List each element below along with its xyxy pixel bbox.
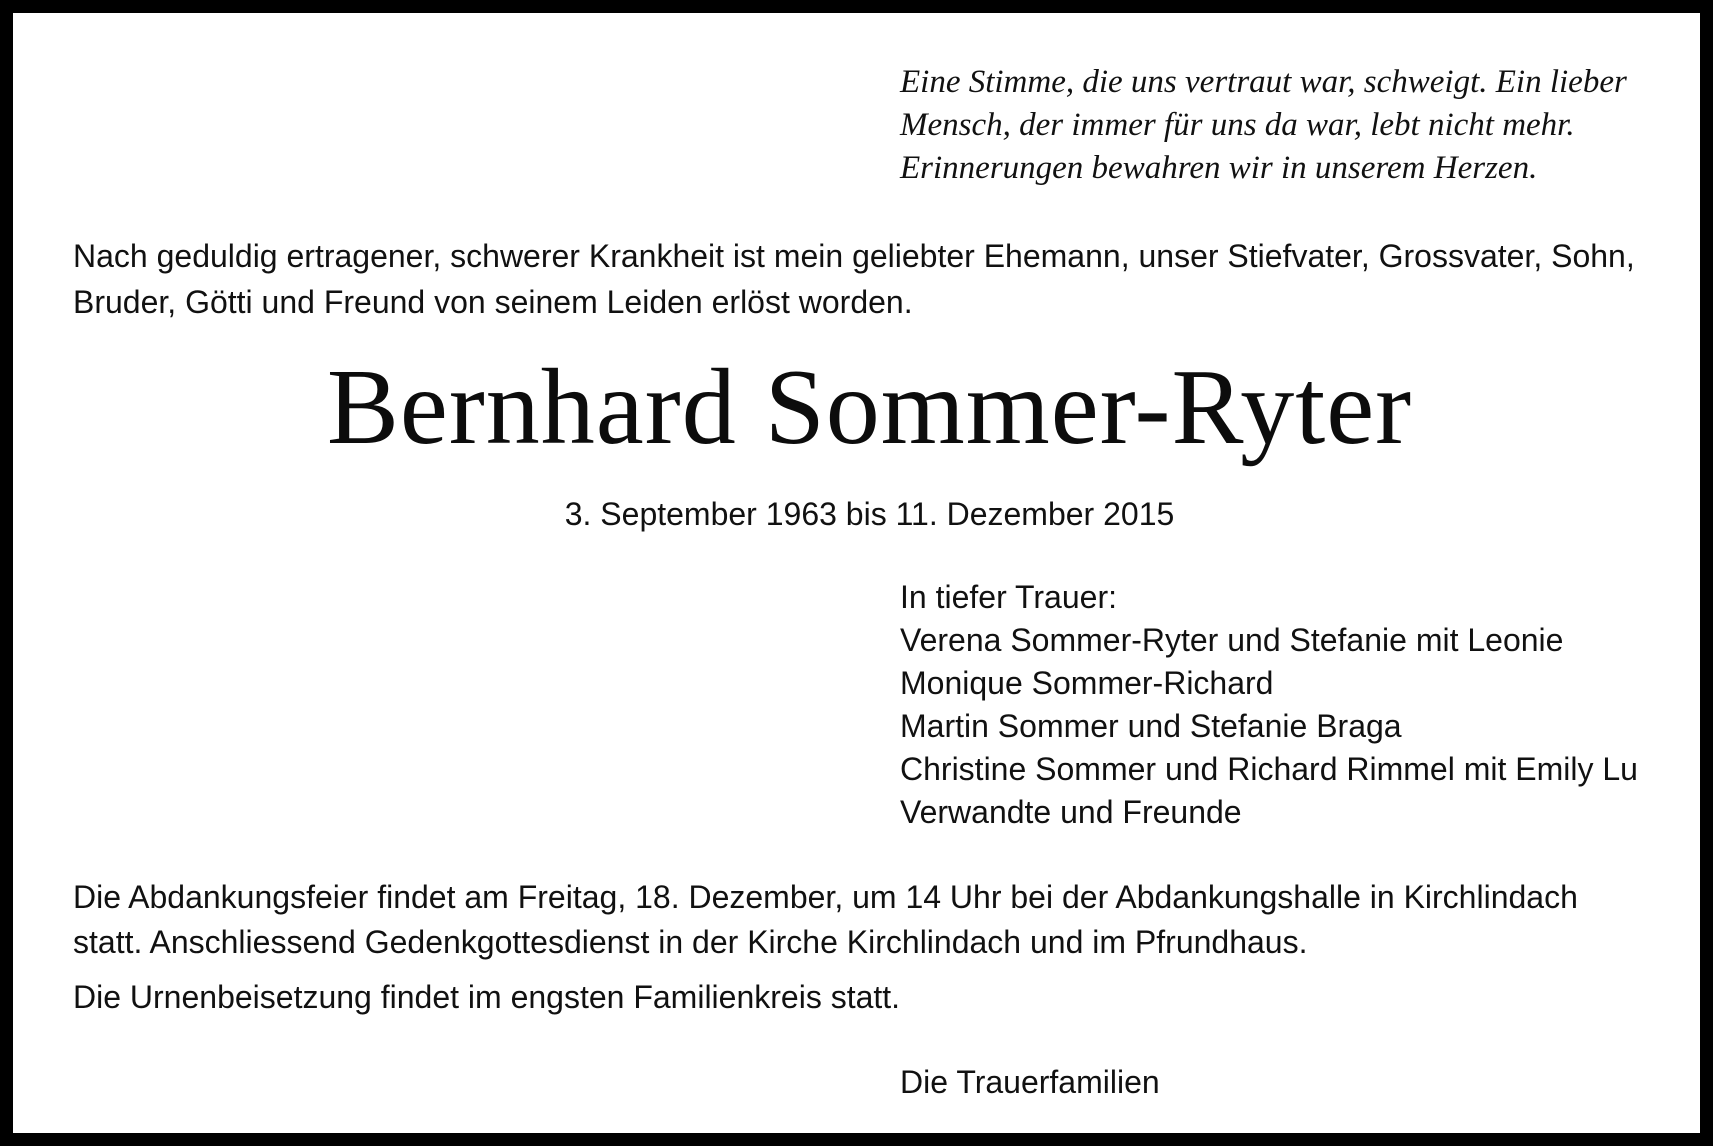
quote-line: Erinnerungen bewahren wir in unserem Herzen. [900, 150, 1538, 186]
ceremony-line: Die Abdankungsfeier findet am Freitag, 18. Dezember, um 14 Uhr bei der Abdankungshalle in Kirchlindach [73, 879, 1578, 915]
intro-paragraph [73, 233, 1673, 325]
quote-line: Eine Stimme, die uns vertraut war, schweigt. Ein lieber [900, 64, 1627, 100]
mourner-entry: Verwandte und Freunde [900, 794, 1242, 830]
mourners-heading: In tiefer Trauer: [900, 579, 1117, 615]
ceremony-paragraph [73, 875, 1673, 965]
urn-burial-note: Die Urnenbeisetzung findet im engsten Familienkreis statt. [73, 979, 901, 1015]
intro-line: Bruder, Götti und Freund von seinem Leiden erlöst worden. [73, 284, 913, 320]
mourner-entry: Verena Sommer-Ryter und Stefanie mit Leonie [900, 622, 1564, 658]
ceremony-line: statt. Anschliessend Gedenkgottesdienst in der Kirche Kirchlindach und im Pfrundhaus. [73, 924, 1308, 960]
signature: Die Trauerfamilien [900, 1064, 1160, 1100]
mourner-entry: Monique Sommer-Richard [900, 665, 1274, 701]
mourner-entry: Christine Sommer und Richard Rimmel mit Emily Lu [900, 751, 1638, 787]
mourners-list [900, 576, 1700, 834]
mourner-entry: Martin Sommer und Stefanie Braga [900, 708, 1402, 744]
memorial-quote [900, 61, 1690, 190]
intro-line: Nach geduldig ertragener, schwerer Krankheit ist mein geliebter Ehemann, unser Stiefvater, Grossvater, Sohn, [73, 238, 1635, 274]
quote-line: Mensch, der immer für uns da war, lebt nicht mehr. [900, 107, 1575, 143]
life-dates: 3. September 1963 bis 11. Dezember 2015 [564, 496, 1175, 532]
deceased-name: Bernhard Sommer-Ryter [326, 348, 1413, 467]
